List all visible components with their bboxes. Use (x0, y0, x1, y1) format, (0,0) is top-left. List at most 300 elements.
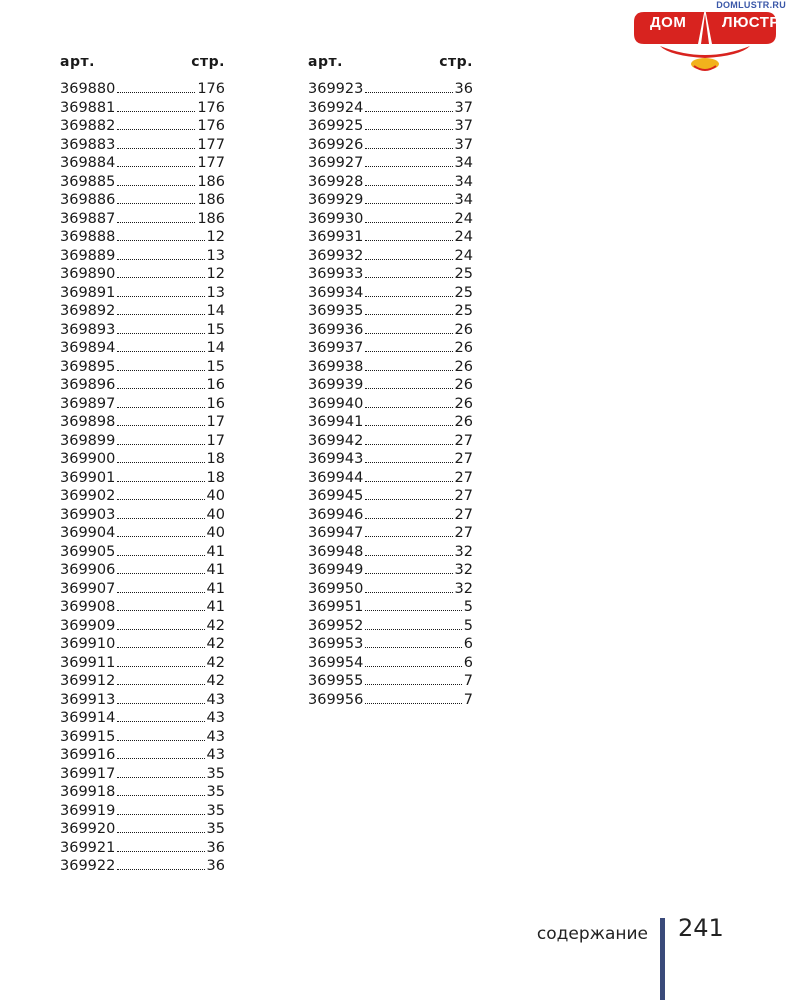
index-row (308, 672, 473, 691)
page-ref: 16 (206, 377, 225, 393)
dot-leader (365, 481, 452, 482)
article-code: 369889 (60, 247, 116, 264)
dot-leader (117, 407, 204, 408)
article-code: 369953 (308, 636, 364, 652)
dot-leader (117, 703, 204, 704)
article-code: 369923 (308, 81, 364, 97)
page-ref: 40 (206, 525, 225, 541)
page-ref: 27 (454, 432, 473, 449)
index-row (60, 321, 225, 340)
article-code: 369934 (308, 284, 364, 301)
page-number: 241 (678, 914, 724, 942)
article-code: 369929 (308, 192, 364, 208)
page-ref: 26 (454, 358, 473, 375)
header-page: стр. (191, 54, 225, 70)
page-ref: 17 (206, 432, 225, 449)
page-ref: 177 (197, 136, 225, 153)
dot-leader (365, 610, 461, 611)
page-ref: 25 (454, 303, 473, 319)
index-row (60, 506, 225, 525)
article-code: 369920 (60, 821, 116, 837)
article-code: 369914 (60, 710, 116, 726)
article-code: 369931 (308, 229, 364, 245)
index-row (60, 173, 225, 192)
page-ref: 186 (197, 210, 225, 227)
article-code: 369885 (60, 173, 116, 190)
article-code: 369883 (60, 136, 116, 153)
index-row (308, 635, 473, 654)
page-ref: 186 (197, 173, 225, 190)
dot-leader (365, 666, 461, 667)
page-ref: 35 (206, 784, 225, 800)
dot-leader (117, 518, 204, 519)
dot-leader (365, 684, 461, 685)
header-page: стр. (439, 54, 473, 70)
page-ref: 42 (206, 654, 225, 671)
page-ref: 37 (454, 99, 473, 116)
dot-leader (117, 388, 204, 389)
dot-leader (117, 185, 195, 186)
article-code: 369955 (308, 673, 364, 689)
article-code: 369884 (60, 155, 116, 171)
article-code: 369915 (60, 728, 116, 745)
index-row (308, 580, 473, 599)
index-row (60, 783, 225, 802)
article-code: 369890 (60, 266, 116, 282)
article-code: 369888 (60, 229, 116, 245)
index-row (60, 154, 225, 173)
article-code: 369898 (60, 414, 116, 430)
index-row (60, 210, 225, 229)
page-ref: 12 (206, 266, 225, 282)
article-code: 369937 (308, 340, 364, 356)
dot-leader (365, 333, 452, 334)
page-ref: 26 (454, 340, 473, 356)
article-code: 369938 (308, 358, 364, 375)
article-code: 369917 (60, 765, 116, 782)
article-code: 369903 (60, 506, 116, 523)
index-row (308, 117, 473, 136)
article-code: 369901 (60, 469, 116, 486)
article-code: 369944 (308, 469, 364, 486)
index-row (308, 617, 473, 636)
index-row (60, 580, 225, 599)
article-code: 369935 (308, 303, 364, 319)
dot-leader (117, 777, 204, 778)
index-row (60, 284, 225, 303)
dot-leader (365, 111, 452, 112)
index-row (308, 413, 473, 432)
page-ref: 42 (206, 673, 225, 689)
dot-leader (117, 259, 204, 260)
article-code: 369925 (308, 118, 364, 134)
index-row (60, 857, 225, 876)
index-row (60, 691, 225, 710)
page-ref: 35 (206, 765, 225, 782)
header-code: арт. (308, 54, 343, 70)
page-ref: 27 (454, 488, 473, 504)
index-row (308, 506, 473, 525)
page-ref: 36 (454, 81, 473, 97)
dot-leader (365, 203, 452, 204)
dot-leader (365, 407, 452, 408)
article-code: 369933 (308, 266, 364, 282)
dot-leader (365, 296, 452, 297)
article-code: 369924 (308, 99, 364, 116)
dot-leader (365, 703, 461, 704)
dot-leader (117, 129, 195, 130)
page-ref: 41 (206, 562, 225, 578)
index-column-right (308, 54, 473, 709)
dot-leader (365, 444, 452, 445)
article-code: 369951 (308, 599, 364, 615)
article-code: 369895 (60, 358, 116, 375)
dot-leader (117, 851, 204, 852)
index-row (308, 543, 473, 562)
index-row (308, 395, 473, 414)
article-code: 369887 (60, 210, 116, 227)
index-row (60, 709, 225, 728)
page-ref: 6 (463, 636, 473, 652)
dot-leader (365, 277, 452, 278)
page-ref: 25 (454, 284, 473, 301)
article-code: 369926 (308, 136, 364, 153)
index-row (60, 543, 225, 562)
article-code: 369922 (60, 858, 116, 874)
index-row (60, 228, 225, 247)
article-code: 369904 (60, 525, 116, 541)
index-row (308, 228, 473, 247)
page-ref: 34 (454, 173, 473, 190)
page-ref: 32 (454, 580, 473, 597)
dot-leader (117, 203, 195, 204)
article-code: 369896 (60, 377, 116, 393)
section-label: содержание (536, 924, 648, 944)
page-ref: 7 (463, 673, 473, 689)
index-row (60, 802, 225, 821)
article-code: 369942 (308, 432, 364, 449)
dot-leader (117, 333, 204, 334)
index-rows (60, 80, 225, 876)
index-row (308, 173, 473, 192)
index-column-left (60, 54, 225, 876)
dot-leader (117, 481, 204, 482)
article-code: 369941 (308, 414, 364, 430)
page-ref: 18 (206, 451, 225, 467)
page-ref: 18 (206, 469, 225, 486)
index-row (308, 247, 473, 266)
index-row (60, 302, 225, 321)
dot-leader (117, 166, 195, 167)
dot-leader (117, 240, 204, 241)
logo-word-right: ЛЮСТР (722, 14, 780, 31)
dot-leader (117, 740, 204, 741)
dot-leader (117, 647, 204, 648)
index-row (60, 450, 225, 469)
index-row (60, 617, 225, 636)
article-code: 369907 (60, 580, 116, 597)
index-row (60, 191, 225, 210)
page-ref: 24 (454, 229, 473, 245)
page-ref: 13 (206, 284, 225, 301)
page-ref: 35 (206, 802, 225, 819)
index-row (308, 321, 473, 340)
dot-leader (117, 610, 204, 611)
header-code: арт. (60, 54, 95, 70)
page-ref: 37 (454, 118, 473, 134)
page-ref: 15 (206, 321, 225, 338)
article-code: 369891 (60, 284, 116, 301)
index-row (60, 654, 225, 673)
page-ref: 186 (197, 192, 225, 208)
index-row (60, 765, 225, 784)
page-ref: 5 (463, 599, 473, 615)
article-code: 369906 (60, 562, 116, 578)
dot-leader (117, 758, 204, 759)
article-code: 369881 (60, 99, 116, 116)
dot-leader (117, 148, 195, 149)
dot-leader (365, 185, 452, 186)
index-row (60, 820, 225, 839)
page-ref: 36 (206, 839, 225, 856)
page-ref: 32 (454, 562, 473, 578)
article-code: 369936 (308, 321, 364, 338)
dot-leader (365, 148, 452, 149)
page-ref: 42 (206, 636, 225, 652)
column-header (308, 54, 473, 76)
index-row (308, 524, 473, 543)
article-code: 369900 (60, 451, 116, 467)
page-ref: 24 (454, 210, 473, 227)
dot-leader (117, 92, 195, 93)
article-code: 369952 (308, 617, 364, 634)
dot-leader (117, 462, 204, 463)
page-ref: 16 (206, 395, 225, 412)
page-ref: 13 (206, 247, 225, 264)
index-row (308, 302, 473, 321)
index-row (308, 339, 473, 358)
article-code: 369893 (60, 321, 116, 338)
dot-leader (365, 536, 452, 537)
article-code: 369928 (308, 173, 364, 190)
article-code: 369945 (308, 488, 364, 504)
index-row (60, 395, 225, 414)
dot-leader (117, 351, 204, 352)
article-code: 369932 (308, 247, 364, 264)
page-ref: 42 (206, 617, 225, 634)
index-row (60, 746, 225, 765)
index-row (60, 728, 225, 747)
page-ref: 14 (206, 340, 225, 356)
page-ref: 35 (206, 821, 225, 837)
index-row (308, 358, 473, 377)
dot-leader (117, 592, 204, 593)
index-row (308, 654, 473, 673)
index-row (60, 672, 225, 691)
dot-leader (117, 832, 204, 833)
index-row (60, 598, 225, 617)
dot-leader (365, 518, 452, 519)
article-code: 369949 (308, 562, 364, 578)
logo-word-left: ДОМ (650, 14, 687, 31)
page-ref: 26 (454, 377, 473, 393)
brand-logo (630, 0, 792, 72)
page-ref: 7 (463, 691, 473, 708)
page-ref: 41 (206, 580, 225, 597)
page-ref: 43 (206, 710, 225, 726)
index-row (308, 80, 473, 99)
dot-leader (365, 462, 452, 463)
article-code: 369905 (60, 543, 116, 560)
dot-leader (365, 92, 452, 93)
index-row (60, 339, 225, 358)
dot-leader (365, 555, 452, 556)
page-ref: 27 (454, 469, 473, 486)
index-row (60, 358, 225, 377)
index-row (308, 691, 473, 710)
index-row (60, 99, 225, 118)
page-ref: 26 (454, 395, 473, 412)
dot-leader (117, 425, 204, 426)
index-rows (308, 80, 473, 709)
page-ref: 27 (454, 506, 473, 523)
dot-leader (365, 314, 452, 315)
article-code: 369892 (60, 303, 116, 319)
page-ref: 43 (206, 691, 225, 708)
dot-leader (365, 370, 452, 371)
dot-leader (117, 296, 204, 297)
article-code: 369918 (60, 784, 116, 800)
index-row (60, 247, 225, 266)
index-row (60, 413, 225, 432)
article-code: 369912 (60, 673, 116, 689)
article-code: 369954 (308, 654, 364, 671)
page-ref: 176 (197, 118, 225, 134)
page-ref: 41 (206, 599, 225, 615)
column-header (60, 54, 225, 76)
article-code: 369919 (60, 802, 116, 819)
index-row (60, 265, 225, 284)
index-row (308, 265, 473, 284)
dot-leader (117, 444, 204, 445)
dot-leader (117, 629, 204, 630)
page-ref: 5 (463, 617, 473, 634)
page-ref: 27 (454, 525, 473, 541)
logo-url: DOMLUSTR.RU (716, 0, 786, 10)
index-row (308, 598, 473, 617)
index-row (308, 99, 473, 118)
page-ref: 177 (197, 155, 225, 171)
page-ref: 34 (454, 192, 473, 208)
dot-leader (117, 869, 204, 870)
dot-leader (117, 684, 204, 685)
article-code: 369921 (60, 839, 116, 856)
dot-leader (117, 555, 204, 556)
page-ref: 41 (206, 543, 225, 560)
page-ref: 43 (206, 747, 225, 763)
article-code: 369916 (60, 747, 116, 763)
index-row (308, 154, 473, 173)
article-code: 369956 (308, 691, 364, 708)
article-code: 369909 (60, 617, 116, 634)
page-ref: 26 (454, 414, 473, 430)
article-code: 369950 (308, 580, 364, 597)
page-ref: 12 (206, 229, 225, 245)
dot-leader (117, 814, 204, 815)
article-code: 369930 (308, 210, 364, 227)
page-ref: 6 (463, 654, 473, 671)
article-code: 369939 (308, 377, 364, 393)
dot-leader (365, 425, 452, 426)
dot-leader (365, 240, 452, 241)
page-ref: 37 (454, 136, 473, 153)
page-ref: 24 (454, 247, 473, 264)
article-code: 369910 (60, 636, 116, 652)
index-row (308, 136, 473, 155)
dot-leader (117, 222, 195, 223)
dot-leader (365, 166, 452, 167)
article-code: 369946 (308, 506, 364, 523)
dot-leader (117, 370, 204, 371)
dot-leader (365, 259, 452, 260)
page-ref: 26 (454, 321, 473, 338)
dot-leader (365, 388, 452, 389)
index-row (308, 432, 473, 451)
article-code: 369913 (60, 691, 116, 708)
dot-leader (117, 536, 204, 537)
dot-leader (117, 314, 204, 315)
index-row (60, 432, 225, 451)
dot-leader (117, 795, 204, 796)
article-code: 369880 (60, 81, 116, 97)
index-row (60, 136, 225, 155)
index-row (308, 191, 473, 210)
dot-leader (365, 222, 452, 223)
article-code: 369902 (60, 488, 116, 504)
dot-leader (117, 111, 195, 112)
dot-leader (365, 647, 461, 648)
index-row (308, 469, 473, 488)
article-code: 369943 (308, 451, 364, 467)
index-row (308, 561, 473, 580)
page-ref: 32 (454, 543, 473, 560)
index-row (60, 487, 225, 506)
article-code: 369911 (60, 654, 116, 671)
article-code: 369947 (308, 525, 364, 541)
article-code: 369927 (308, 155, 364, 171)
page-ref: 14 (206, 303, 225, 319)
dot-leader (365, 573, 452, 574)
index-row (308, 450, 473, 469)
index-row (60, 117, 225, 136)
index-row (60, 635, 225, 654)
dot-leader (117, 666, 204, 667)
index-row (60, 376, 225, 395)
index-row (308, 210, 473, 229)
article-code: 369882 (60, 118, 116, 134)
index-row (60, 469, 225, 488)
dot-leader (117, 277, 204, 278)
index-row (60, 839, 225, 858)
article-code: 369908 (60, 599, 116, 615)
index-row (308, 376, 473, 395)
page-ref: 34 (454, 155, 473, 171)
index-row (308, 487, 473, 506)
page-ref: 176 (197, 81, 225, 97)
page-ref: 27 (454, 451, 473, 467)
article-code: 369897 (60, 395, 116, 412)
page-ref: 15 (206, 358, 225, 375)
